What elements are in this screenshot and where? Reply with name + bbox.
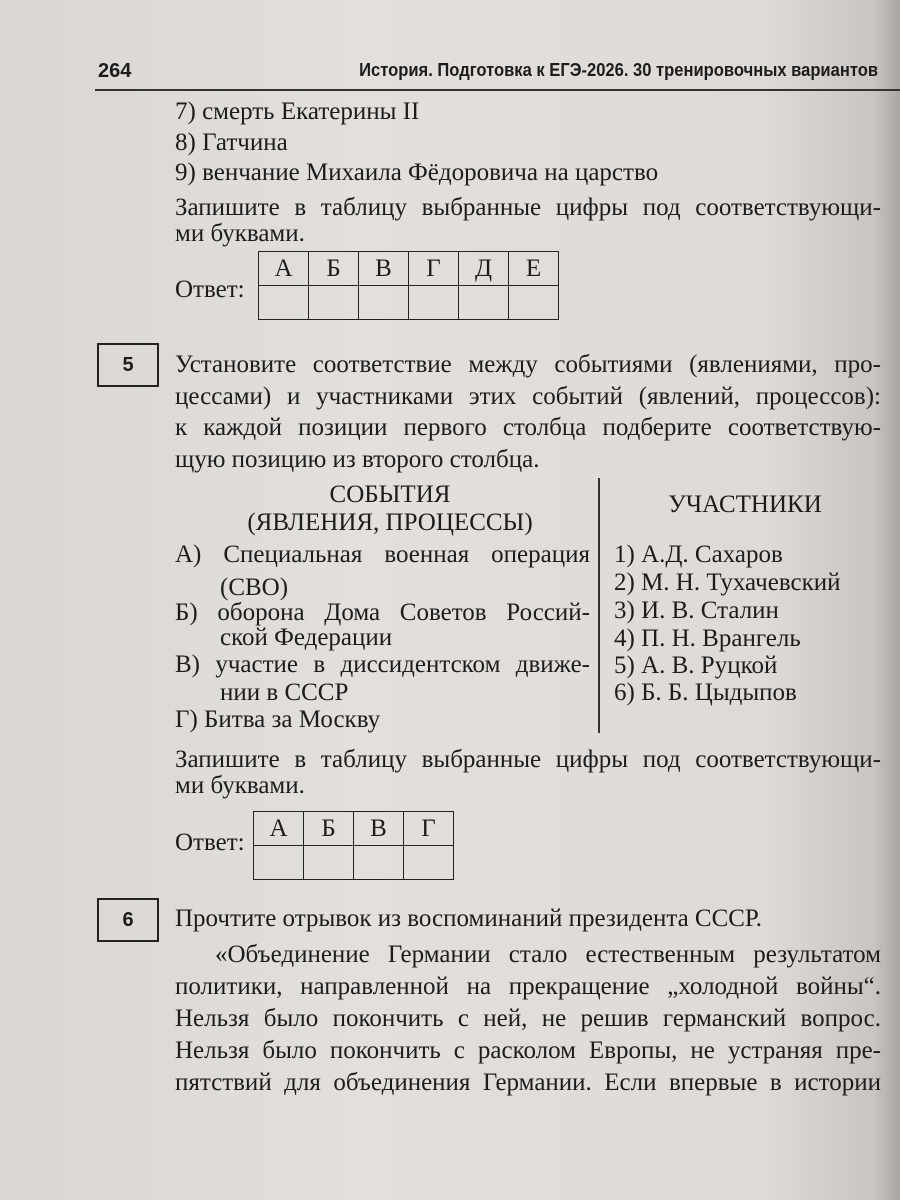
participants-heading: УЧАСТНИКИ <box>668 491 822 518</box>
event-item: нии в СССР <box>220 679 349 706</box>
task-number-box: 5 <box>97 343 159 387</box>
answer-cell[interactable] <box>354 846 404 880</box>
answer-letter: А <box>254 812 304 846</box>
event-item: Б) оборона Дома Советов Россий- <box>175 599 590 626</box>
list-item: 8) Гатчина <box>175 129 288 156</box>
quote-line: пятствий для объединения Германии. Если впервые в истории <box>175 1069 881 1096</box>
quote-line: Нельзя было покончить с расколом Европы, не устраняя пре- <box>175 1037 881 1064</box>
answer-cell[interactable] <box>254 846 304 880</box>
event-item: ской Федерации <box>220 624 393 651</box>
answer-cell[interactable] <box>259 286 309 320</box>
page-number: 264 <box>98 60 132 82</box>
answer-cell[interactable] <box>309 286 359 320</box>
instruction-line: Запишите в таблицу выбранные цифры под соответствующи- <box>175 746 881 773</box>
event-item: Г) Битва за Москву <box>175 706 381 733</box>
answer-label: Ответ: <box>175 829 245 856</box>
participant-item: 4) П. Н. Врангель <box>614 625 801 652</box>
event-item: А) Специальная военная операция <box>175 541 590 568</box>
answer-letter: В <box>359 252 409 286</box>
instruction-line: ми буквами. <box>175 220 305 247</box>
instruction-line: ми буквами. <box>175 772 305 799</box>
participant-item: 2) М. Н. Тухачевский <box>614 569 841 596</box>
answer-letter: Д <box>459 252 509 286</box>
participant-item: 5) А. В. Руцкой <box>614 652 778 679</box>
answer-cell[interactable] <box>409 286 459 320</box>
answer-letter: Б <box>309 252 359 286</box>
list-item: 7) смерть Екатерины II <box>175 98 420 125</box>
answer-cell[interactable] <box>404 846 454 880</box>
answer-cell[interactable] <box>459 286 509 320</box>
events-heading: СОБЫТИЯ <box>329 481 451 508</box>
task-number-box: 6 <box>97 898 159 942</box>
answer-letter: Е <box>509 252 559 286</box>
event-item: (СВО) <box>220 574 289 601</box>
event-item: В) участие в диссидентском движе- <box>175 651 590 678</box>
answer-letter: А <box>259 252 309 286</box>
header-rule <box>95 89 900 91</box>
running-title: История. Подготовка к ЕГЭ-2026. 30 тренировочных вариантов <box>359 60 878 80</box>
quote-line: «Объединение Германии стало естественным результатом <box>215 941 881 968</box>
task-text-line: Установите соответствие между событиями (явлениями, про- <box>175 351 881 378</box>
participant-item: 6) Б. Б. Цыдыпов <box>614 679 797 706</box>
answer-cell[interactable] <box>304 846 354 880</box>
answer-cell[interactable] <box>359 286 409 320</box>
task-text-line: цессами) и участниками этих событий (явлений, процессов): <box>175 383 881 410</box>
answer-letter: Г <box>404 812 454 846</box>
answer-table <box>253 811 454 880</box>
list-item: 9) венчание Михаила Фёдоровича на царство <box>175 159 659 186</box>
answer-table <box>258 251 559 320</box>
task-text-line: щую позицию из второго столбца. <box>175 446 540 473</box>
events-heading: (ЯВЛЕНИЯ, ПРОЦЕССЫ) <box>247 509 533 536</box>
quote-line: Нельзя было покончить с ней, не решив германский вопрос. <box>175 1005 881 1032</box>
answer-letter: Б <box>304 812 354 846</box>
answer-label: Ответ: <box>175 276 245 303</box>
participant-item: 3) И. В. Сталин <box>614 597 779 624</box>
task-text-line: к каждой позиции первого столбца подберите соответствую- <box>175 414 881 441</box>
answer-letter: В <box>354 812 404 846</box>
answer-cell[interactable] <box>509 286 559 320</box>
task-intro: Прочтите отрывок из воспоминаний президента СССР. <box>175 905 762 932</box>
instruction-line: Запишите в таблицу выбранные цифры под соответствующи- <box>175 194 881 221</box>
participant-item: 1) А.Д. Сахаров <box>614 541 783 568</box>
quote-line: политики, направленной на прекращение „холодной войны“. <box>175 973 881 1000</box>
column-divider <box>598 478 600 733</box>
answer-letter: Г <box>409 252 459 286</box>
